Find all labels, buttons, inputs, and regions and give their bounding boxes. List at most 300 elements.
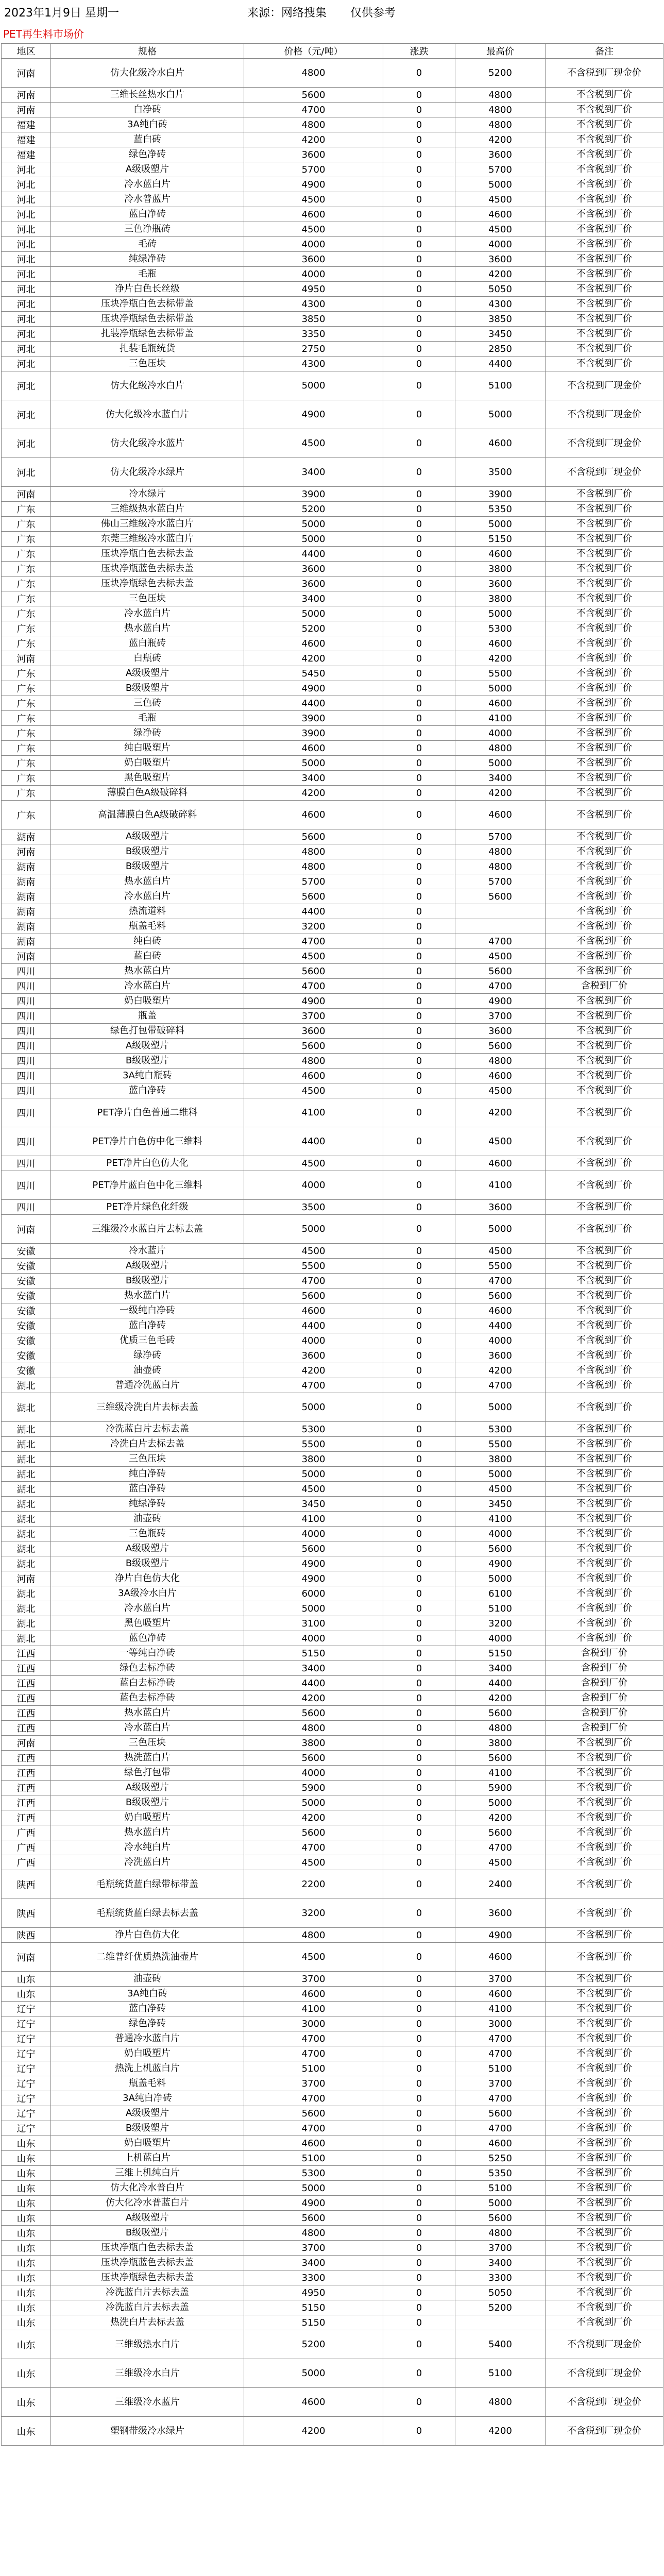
change-cell: 0	[383, 2002, 455, 2016]
region-cell: 湖北	[2, 1512, 51, 1527]
note-cell: 不含税到厂价	[546, 532, 663, 547]
price-cell: 4600	[244, 1987, 383, 2002]
table-row	[2, 2196, 663, 2211]
note-cell: 不含税到厂价	[546, 1098, 663, 1127]
region-cell: 广东	[2, 621, 51, 636]
change-cell: 0	[383, 1527, 455, 1541]
max-price-cell: 4200	[455, 1098, 546, 1127]
table-row	[2, 1781, 663, 1795]
spec-cell: 油壶砖	[51, 1512, 244, 1527]
table-row	[2, 1009, 663, 1024]
max-price-cell: 3600	[455, 1200, 546, 1215]
change-cell: 0	[383, 666, 455, 681]
price-cell: 4700	[244, 2046, 383, 2061]
price-cell: 5150	[244, 2300, 383, 2315]
spec-cell: 压块净瓶蓝色去标去盖	[51, 562, 244, 577]
price-cell: 4800	[244, 859, 383, 874]
region-cell: 河北	[2, 207, 51, 222]
change-cell: 0	[383, 1855, 455, 1870]
spec-cell: 一级纯白净砖	[51, 1303, 244, 1318]
table-row	[2, 1870, 663, 1899]
region-cell: 河北	[2, 371, 51, 400]
note-cell: 不含税到厂现金价	[546, 458, 663, 487]
region-cell: 河南	[2, 1215, 51, 1244]
note-cell: 不含税到厂价	[546, 2151, 663, 2166]
spec-cell: 3A纯白净砖	[51, 2091, 244, 2106]
change-cell: 0	[383, 979, 455, 994]
table-row	[2, 342, 663, 357]
spec-cell: 薄膜白色A级破碎料	[51, 786, 244, 801]
region-cell: 四川	[2, 1171, 51, 1200]
max-price-cell: 4900	[455, 1928, 546, 1943]
table-row	[2, 517, 663, 532]
table-row	[2, 889, 663, 904]
table-row	[2, 1259, 663, 1274]
max-price-cell: 3600	[455, 1899, 546, 1928]
price-cell: 4700	[244, 103, 383, 117]
max-price-cell: 4500	[455, 1855, 546, 1870]
note-cell: 不含税到厂价	[546, 1069, 663, 1083]
spec-cell: 冷洗蓝白片去标去盖	[51, 1422, 244, 1437]
change-cell: 0	[383, 117, 455, 132]
spec-cell: 三维上机纯白片	[51, 2166, 244, 2181]
note-cell: 不含税到厂价	[546, 1054, 663, 1069]
max-price-cell: 3800	[455, 1736, 546, 1751]
price-cell: 5100	[244, 2061, 383, 2076]
max-price-cell: 5700	[455, 162, 546, 177]
spec-cell: 冷洗蓝白片	[51, 1855, 244, 1870]
table-row	[2, 2330, 663, 2359]
table-row	[2, 1452, 663, 1467]
table-row	[2, 1289, 663, 1303]
price-cell: 3600	[244, 147, 383, 162]
max-price-cell: 4200	[455, 1810, 546, 1825]
column-header-region: 地区	[2, 44, 51, 59]
spec-cell: 三色压块	[51, 1736, 244, 1751]
spec-cell: 三色压块	[51, 591, 244, 606]
change-cell: 0	[383, 2046, 455, 2061]
spec-cell: 三维级冷水蓝片	[51, 2388, 244, 2417]
price-cell: 4500	[244, 429, 383, 458]
note-cell: 不含税到厂价	[546, 147, 663, 162]
change-cell: 0	[383, 2226, 455, 2241]
spec-cell: 毛瓶统货蓝白绿去标去盖	[51, 1899, 244, 1928]
table-row	[2, 2166, 663, 2181]
max-price-cell: 3600	[455, 1348, 546, 1363]
change-cell: 0	[383, 2300, 455, 2315]
spec-cell: 热水蓝白片	[51, 621, 244, 636]
note-cell: 不含税到厂价	[546, 621, 663, 636]
region-cell: 河南	[2, 844, 51, 859]
max-price-cell: 4600	[455, 547, 546, 562]
note-cell: 不含税到厂价	[546, 1987, 663, 2002]
spec-cell: A级吸塑片	[51, 1259, 244, 1274]
price-cell: 4800	[244, 117, 383, 132]
max-price-cell: 4300	[455, 297, 546, 312]
price-cell: 4900	[244, 400, 383, 429]
table-row	[2, 2270, 663, 2285]
price-cell: 5000	[244, 517, 383, 532]
change-cell: 0	[383, 342, 455, 357]
change-cell: 0	[383, 132, 455, 147]
change-cell: 0	[383, 1825, 455, 1840]
price-cell: 3600	[244, 1348, 383, 1363]
region-cell: 湖南	[2, 934, 51, 949]
table-row	[2, 1795, 663, 1810]
table-row	[2, 502, 663, 517]
max-price-cell: 4800	[455, 2226, 546, 2241]
change-cell: 0	[383, 1706, 455, 1721]
region-cell: 河北	[2, 222, 51, 237]
spec-cell: 普通冷洗蓝白片	[51, 1378, 244, 1393]
change-cell: 0	[383, 2151, 455, 2166]
max-price-cell: 4000	[455, 1631, 546, 1646]
max-price-cell: 4800	[455, 859, 546, 874]
spec-cell: 蓝白砖	[51, 132, 244, 147]
note-cell: 不含税到厂价	[546, 342, 663, 357]
note-cell: 不含税到厂价	[546, 2166, 663, 2181]
table-row	[2, 696, 663, 711]
spec-cell: 瓶盖	[51, 1009, 244, 1024]
change-cell: 0	[383, 1259, 455, 1274]
change-cell: 0	[383, 801, 455, 829]
spec-cell: 压块净瓶白色去标带盖	[51, 297, 244, 312]
region-cell: 河北	[2, 357, 51, 371]
note-cell: 不含税到厂价	[546, 829, 663, 844]
change-cell: 0	[383, 1497, 455, 1512]
spec-cell: B级吸塑片	[51, 2226, 244, 2241]
spec-cell: 3A纯白砖	[51, 117, 244, 132]
column-header-note: 备注	[546, 44, 663, 59]
table-row	[2, 1512, 663, 1527]
price-cell: 4000	[244, 267, 383, 282]
max-price-cell: 4500	[455, 949, 546, 964]
max-price-cell: 5600	[455, 1541, 546, 1556]
region-cell: 湖北	[2, 1527, 51, 1541]
note-cell: 不含税到厂价	[546, 517, 663, 532]
spec-cell: B级吸塑片	[51, 1556, 244, 1571]
table-row	[2, 1171, 663, 1200]
table-row	[2, 371, 663, 400]
note-cell: 不含税到厂价	[546, 1855, 663, 1870]
spec-cell: 奶白吸塑片	[51, 756, 244, 771]
spec-cell: 仿大化级冷水蓝片	[51, 429, 244, 458]
max-price-cell: 5000	[455, 1215, 546, 1244]
region-cell: 江西	[2, 1646, 51, 1661]
report-date: 2023年1月9日 星期一	[4, 7, 119, 20]
note-cell: 不含税到厂价	[546, 2226, 663, 2241]
change-cell: 0	[383, 562, 455, 577]
price-cell: 3400	[244, 1661, 383, 1676]
table-row	[2, 651, 663, 666]
spec-cell: 纯绿净砖	[51, 1497, 244, 1512]
note-cell: 不含税到厂价	[546, 636, 663, 651]
note-cell: 不含税到厂现金价	[546, 2388, 663, 2417]
spec-cell: 毛瓶	[51, 711, 244, 726]
spec-cell: 佛山三维级冷水蓝白片	[51, 517, 244, 532]
note-cell: 不含税到厂价	[546, 1127, 663, 1156]
note-cell: 不含税到厂价	[546, 2315, 663, 2330]
spec-cell: 冷水普蓝片	[51, 192, 244, 207]
max-price-cell: 4400	[455, 357, 546, 371]
price-cell: 4100	[244, 1098, 383, 1127]
region-cell: 江西	[2, 1751, 51, 1766]
spec-cell: 3A纯白瓶砖	[51, 1069, 244, 1083]
region-cell: 山东	[2, 2330, 51, 2359]
price-cell: 4700	[244, 934, 383, 949]
price-cell: 3800	[244, 1736, 383, 1751]
change-cell: 0	[383, 1943, 455, 1972]
table-row	[2, 711, 663, 726]
table-row	[2, 327, 663, 342]
change-cell: 0	[383, 400, 455, 429]
note-cell: 不含税到厂价	[546, 1259, 663, 1274]
table-row	[2, 1527, 663, 1541]
change-cell: 0	[383, 1870, 455, 1899]
note-cell: 含税到厂价	[546, 1661, 663, 1676]
table-row	[2, 1215, 663, 1244]
price-cell: 5100	[244, 2151, 383, 2166]
region-cell: 河南	[2, 59, 51, 88]
note-cell: 不含税到厂价	[546, 904, 663, 919]
region-cell: 湖南	[2, 889, 51, 904]
price-cell: 3700	[244, 2076, 383, 2091]
region-cell: 山东	[2, 1972, 51, 1987]
note-cell: 不含税到厂价	[546, 2241, 663, 2256]
spec-cell: 油壶砖	[51, 1972, 244, 1987]
note-cell: 不含税到厂价	[546, 2211, 663, 2226]
spec-cell: 净片白色仿大化	[51, 1571, 244, 1586]
price-cell: 3600	[244, 1024, 383, 1039]
note-cell: 不含税到厂价	[546, 1039, 663, 1054]
table-row	[2, 237, 663, 252]
price-cell: 5000	[244, 606, 383, 621]
table-row	[2, 458, 663, 487]
spec-cell: B级吸塑片	[51, 1274, 244, 1289]
note-cell: 不含税到厂价	[546, 2046, 663, 2061]
region-cell: 广东	[2, 726, 51, 741]
table-row	[2, 1127, 663, 1156]
note-cell: 不含税到厂价	[546, 1751, 663, 1766]
change-cell: 0	[383, 177, 455, 192]
change-cell: 0	[383, 1601, 455, 1616]
table-row	[2, 59, 663, 88]
change-cell: 0	[383, 889, 455, 904]
table-row	[2, 1706, 663, 1721]
price-cell: 5450	[244, 666, 383, 681]
spec-cell: 瓶盖毛料	[51, 2076, 244, 2091]
spec-cell: 冷水绿片	[51, 487, 244, 502]
max-price-cell: 4600	[455, 636, 546, 651]
price-cell: 4000	[244, 1527, 383, 1541]
max-price-cell: 5000	[455, 400, 546, 429]
note-cell: 不含税到厂价	[546, 1452, 663, 1467]
region-cell: 广东	[2, 666, 51, 681]
spec-cell: 纯绿净砖	[51, 252, 244, 267]
change-cell: 0	[383, 591, 455, 606]
spec-cell: 压块净瓶绿色去标带盖	[51, 312, 244, 327]
note-cell: 不含税到厂现金价	[546, 59, 663, 88]
change-cell: 0	[383, 606, 455, 621]
region-cell: 陕西	[2, 1870, 51, 1899]
table-row	[2, 771, 663, 786]
change-cell: 0	[383, 1363, 455, 1378]
change-cell: 0	[383, 1333, 455, 1348]
spec-cell: 奶白吸塑片	[51, 1810, 244, 1825]
region-cell: 湖北	[2, 1541, 51, 1556]
price-cell: 3600	[244, 577, 383, 591]
price-cell: 3900	[244, 487, 383, 502]
price-cell: 4900	[244, 2196, 383, 2211]
change-cell: 0	[383, 1691, 455, 1706]
price-cell: 5600	[244, 1541, 383, 1556]
spec-cell: 冷水蓝白片	[51, 979, 244, 994]
note-cell: 不含税到厂现金价	[546, 2417, 663, 2446]
price-cell: 4200	[244, 651, 383, 666]
column-header-price: 价格（元/吨）	[244, 44, 383, 59]
max-price-cell: 5200	[455, 2300, 546, 2315]
table-row	[2, 207, 663, 222]
price-cell: 4600	[244, 636, 383, 651]
header-row	[2, 44, 663, 59]
note-cell: 不含税到厂价	[546, 357, 663, 371]
table-row	[2, 2241, 663, 2256]
table-row	[2, 636, 663, 651]
change-cell: 0	[383, 1781, 455, 1795]
price-cell: 4400	[244, 696, 383, 711]
price-cell: 5500	[244, 1437, 383, 1452]
region-cell: 广东	[2, 606, 51, 621]
price-cell: 3600	[244, 562, 383, 577]
change-cell: 0	[383, 964, 455, 979]
note-cell: 不含税到厂价	[546, 726, 663, 741]
max-price-cell: 4000	[455, 1527, 546, 1541]
table-row	[2, 1098, 663, 1127]
price-cell: 3800	[244, 1452, 383, 1467]
region-cell: 山东	[2, 2256, 51, 2270]
spec-cell: B级吸塑片	[51, 2121, 244, 2136]
spec-cell: 绿色净砖	[51, 2016, 244, 2031]
spec-cell: 冷水蓝白片	[51, 1601, 244, 1616]
table-row	[2, 2315, 663, 2330]
max-price-cell: 4100	[455, 2002, 546, 2016]
change-cell: 0	[383, 2121, 455, 2136]
region-cell: 湖北	[2, 1482, 51, 1497]
price-cell: 5300	[244, 2166, 383, 2181]
spec-cell: 绿净砖	[51, 1348, 244, 1363]
note-cell: 不含税到厂价	[546, 192, 663, 207]
change-cell: 0	[383, 1054, 455, 1069]
change-cell: 0	[383, 621, 455, 636]
max-price-cell: 5050	[455, 282, 546, 297]
max-price-cell: 4600	[455, 207, 546, 222]
max-price-cell: 3600	[455, 252, 546, 267]
note-cell: 不含税到厂现金价	[546, 429, 663, 458]
max-price-cell: 3450	[455, 1497, 546, 1512]
max-price-cell: 5700	[455, 874, 546, 889]
note-cell: 不含税到厂价	[546, 577, 663, 591]
note-cell: 不含税到厂价	[546, 591, 663, 606]
note-cell: 不含税到厂价	[546, 1024, 663, 1039]
max-price-cell: 5500	[455, 666, 546, 681]
spec-cell: 蓝白瓶砖	[51, 636, 244, 651]
region-cell: 辽宁	[2, 2016, 51, 2031]
change-cell: 0	[383, 636, 455, 651]
region-cell: 安徽	[2, 1318, 51, 1333]
note-cell: 不含税到厂价	[546, 2136, 663, 2151]
spec-cell: 白瓶砖	[51, 651, 244, 666]
region-cell: 山东	[2, 2359, 51, 2388]
table-row	[2, 192, 663, 207]
spec-cell: 仿大化级冷水白片	[51, 59, 244, 88]
max-price-cell: 4100	[455, 1766, 546, 1781]
region-cell: 广东	[2, 681, 51, 696]
max-price-cell: 4700	[455, 979, 546, 994]
max-price-cell: 4500	[455, 192, 546, 207]
note-cell: 含税到厂价	[546, 1646, 663, 1661]
max-price-cell: 4900	[455, 994, 546, 1009]
price-cell: 4900	[244, 1556, 383, 1571]
region-cell: 湖北	[2, 1631, 51, 1646]
region-cell: 安徽	[2, 1259, 51, 1274]
table-row	[2, 1736, 663, 1751]
change-cell: 0	[383, 756, 455, 771]
region-cell: 湖北	[2, 1616, 51, 1631]
spec-cell: 冷洗蓝白片去标去盖	[51, 2300, 244, 2315]
change-cell: 0	[383, 1646, 455, 1661]
max-price-cell: 4000	[455, 237, 546, 252]
spec-cell: A级吸塑片	[51, 829, 244, 844]
spec-cell: 三维级热水白片	[51, 2330, 244, 2359]
region-cell: 湖北	[2, 1452, 51, 1467]
region-cell: 四川	[2, 1083, 51, 1098]
spec-cell: 三维级冷洗白片去标去盖	[51, 1393, 244, 1422]
max-price-cell: 3700	[455, 1972, 546, 1987]
max-price-cell: 4200	[455, 267, 546, 282]
spec-cell: 热洗上机蓝白片	[51, 2061, 244, 2076]
change-cell: 0	[383, 1422, 455, 1437]
spec-cell: 三色压块	[51, 1452, 244, 1467]
spec-cell: 蓝白净砖	[51, 2002, 244, 2016]
change-cell: 0	[383, 1482, 455, 1497]
change-cell: 0	[383, 1840, 455, 1855]
note-cell: 不含税到厂价	[546, 771, 663, 786]
note-cell: 不含税到厂价	[546, 2121, 663, 2136]
region-cell: 河北	[2, 192, 51, 207]
table-row	[2, 1810, 663, 1825]
change-cell: 0	[383, 371, 455, 400]
table-row	[2, 103, 663, 117]
max-price-cell: 3850	[455, 312, 546, 327]
table-row	[2, 1378, 663, 1393]
table-row	[2, 1943, 663, 1972]
change-cell: 0	[383, 1215, 455, 1244]
note-cell: 不含税到厂价	[546, 2076, 663, 2091]
price-cell: 5000	[244, 371, 383, 400]
note-cell: 不含税到厂价	[546, 1274, 663, 1289]
table-row	[2, 2136, 663, 2151]
price-cell: 4700	[244, 2091, 383, 2106]
table-row	[2, 606, 663, 621]
region-cell: 河北	[2, 162, 51, 177]
spec-cell: 蓝白净砖	[51, 1083, 244, 1098]
spec-cell: 冷洗蓝白片去标去盖	[51, 2285, 244, 2300]
note-cell: 不含税到厂价	[546, 874, 663, 889]
price-cell: 5000	[244, 1215, 383, 1244]
spec-cell: 净片白色长丝级	[51, 282, 244, 297]
max-price-cell: 5350	[455, 502, 546, 517]
table-row	[2, 2181, 663, 2196]
